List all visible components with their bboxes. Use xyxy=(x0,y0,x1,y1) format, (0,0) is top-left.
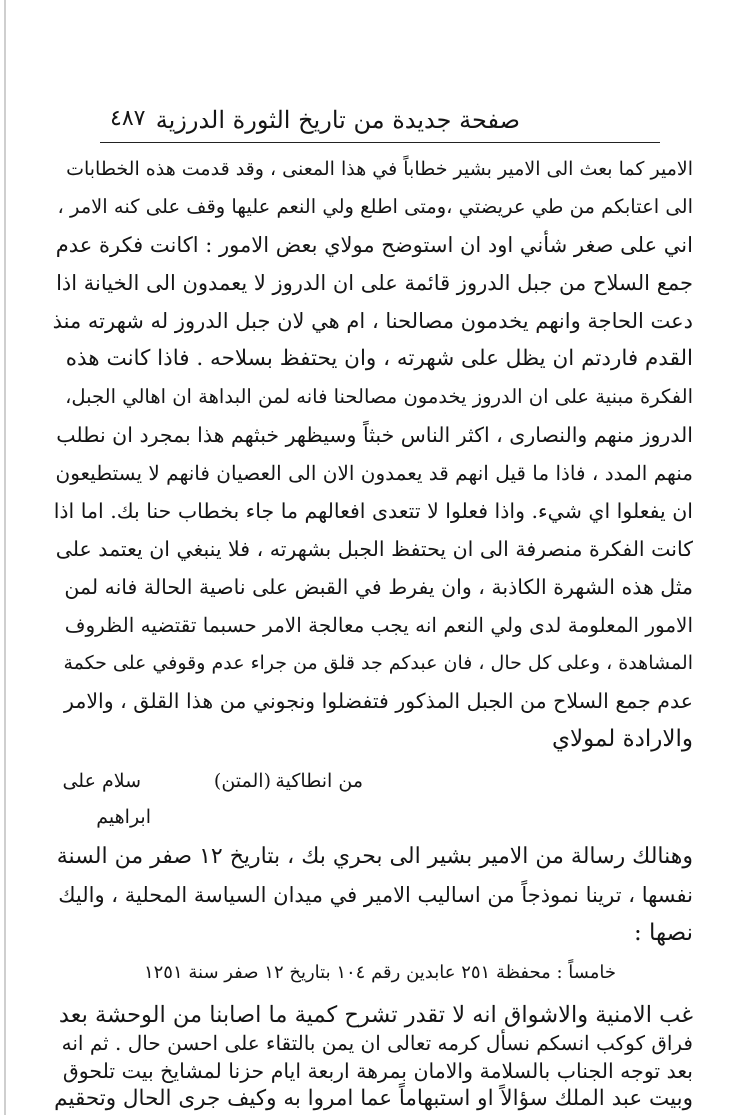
body-line: نفسها ، ترينا نموذجاً من اساليب الامير في ميدان السياسة المحلية ، واليك xyxy=(58,883,693,907)
body-line: منهم المدد ، فاذا ما قيل انهم قد يعمدون الان الى العصيان فانهم لا يستطيعون xyxy=(55,461,693,485)
body-line: المشاهدة ، وعلى كل حال ، فان عبدكم جد قلق من جراء عدم وقوفي على حكمة xyxy=(63,652,693,674)
signature-greeting: سلام على xyxy=(62,770,141,792)
signature-note: (المتن) xyxy=(213,770,271,792)
body-line: جمع السلاح من جبل الدروز قائمة على ان الدروز لا يعمدون الى الخيانة اذا xyxy=(56,271,693,295)
body-line: القدم فاردتم ان يظل على شهرته ، وان يحتفظ بسلاحه . فاذا كانت هذه xyxy=(65,346,693,371)
body-line: مثل هذه الشهرة الكاذبة ، وان يفرط في القبض على ناصية الحالة فانه لمن xyxy=(64,575,693,599)
body-line: الدروز منهم والنصارى ، اكثر الناس خبثاً وسيظهر خبثهم هذا بمجرد ان نطلب xyxy=(56,423,693,447)
header-title: صفحة جديدة من تاريخ الثورة الدرزية xyxy=(155,106,520,134)
body-line: دعت الحاجة وانهم يخدمون مصالحنا ، ام هي لان جبل الدروز له شهرته منذ xyxy=(52,309,693,333)
body-line: فراق كوكب انسكم نسأل كرمه تعالى ان يمن بالتقاء على احسن حال . ثم انه xyxy=(61,1031,693,1055)
signature-name: ابراهيم xyxy=(96,806,151,828)
source-reference: خامساً : محفظة ٢٥١ عابدين رقم ١٠٤ بتاريخ ١٢ صفر سنة ١٢٥١ xyxy=(143,962,617,983)
signature-from: من انطاكية xyxy=(275,770,363,792)
body-line: عدم جمع السلاح من الجبل المذكور فتفضلوا ونجوني من هذا القلق ، والامر xyxy=(64,689,693,713)
body-line: الى اعتابكم من طي عريضتي ،ومتى اطلع ولي النعم عليها وقف على كنه الامر ، xyxy=(57,195,693,218)
body-line: الفكرة مبنية على ان الدروز يخدمون مصالحنا فانه لمن البداهة ان اهالي الجبل، xyxy=(65,385,693,408)
body-line: اني على صغر شأني اود ان استوضح مولاي بعض الامور : اكانت فكرة عدم xyxy=(55,233,693,257)
body-line: الامير كما بعث الى الامير بشير خطاباً في هذا المعنى ، وقد قدمت هذه الخطابات xyxy=(66,158,693,180)
scan-edge xyxy=(4,0,6,1115)
body-line: والارادة لمولاي xyxy=(551,726,693,752)
body-line: الامور المعلومة لدى ولي النعم انه يجب معالجة الامر حسبما تقتضيه الظروف xyxy=(64,613,693,637)
body-line: وهنالك رسالة من الامير بشير الى بحري بك ، بتاريخ ١٢ صفر من السنة xyxy=(56,844,693,869)
running-header xyxy=(100,104,660,143)
body-line: بعد توجه الجناب بالسلامة والامان بمرهة اربعة ايام حزنا لمشايخ بيت تلحوق xyxy=(62,1059,693,1083)
body-line: غب الامنية والاشواق انه لا تقدر تشرح كمية ما اصابنا من الوحشة بعد xyxy=(58,1002,693,1028)
page-number: ٤٨٧ xyxy=(110,106,146,131)
body-line: ان يفعلوا اي شيء. واذا فعلوا لا تتعدى افعالهم ما جاء بخطاب حنا بك. اما اذا xyxy=(53,499,693,523)
body-line: وبيت عبد الملك سؤالاً او استبهاماً عما امروا به وكيف جرى الحال وتحقيم xyxy=(54,1086,693,1111)
body-line: نصها : xyxy=(633,920,693,946)
body-line: كانت الفكرة منصرفة الى ان يحتفظ الجبل بشهرته ، فلا ينبغي ان يعتمد على xyxy=(55,537,693,561)
